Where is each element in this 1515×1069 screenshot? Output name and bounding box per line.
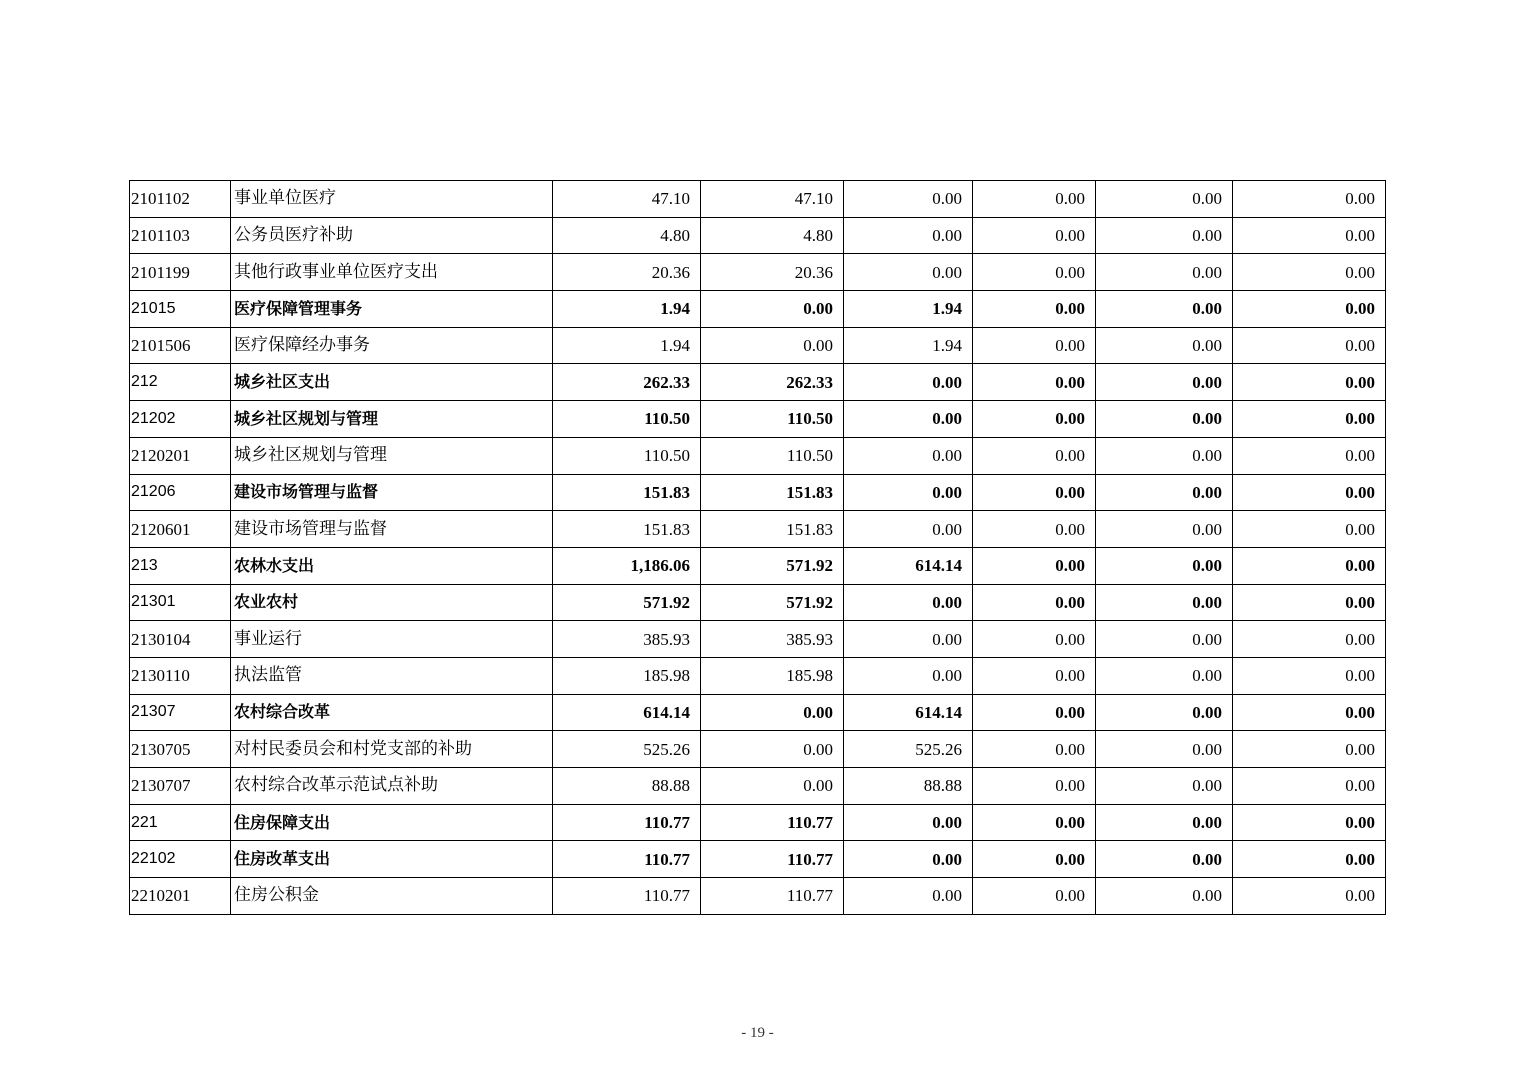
amount-cell: 151.83 [553, 511, 701, 548]
amount-cell: 151.83 [701, 474, 844, 511]
amount-cell: 0.00 [1096, 474, 1233, 511]
amount-cell: 0.00 [973, 694, 1096, 731]
amount-cell: 0.00 [1233, 474, 1386, 511]
subject-name-cell: 建设市场管理与监督 [231, 511, 553, 548]
amount-cell: 0.00 [844, 841, 973, 878]
amount-cell: 0.00 [844, 621, 973, 658]
amount-cell: 0.00 [701, 731, 844, 768]
amount-cell: 0.00 [1233, 217, 1386, 254]
subject-name-cell: 住房保障支出 [231, 804, 553, 841]
amount-cell: 0.00 [973, 621, 1096, 658]
subject-code-cell: 22102 [130, 841, 231, 878]
amount-cell: 0.00 [844, 181, 973, 218]
amount-cell: 0.00 [973, 584, 1096, 621]
amount-cell: 0.00 [973, 474, 1096, 511]
amount-cell: 0.00 [973, 437, 1096, 474]
amount-cell: 525.26 [844, 731, 973, 768]
table-row [130, 511, 1386, 548]
table-body [130, 181, 1386, 915]
amount-cell: 0.00 [1233, 621, 1386, 658]
amount-cell: 0.00 [844, 804, 973, 841]
subject-code-cell: 2101199 [130, 254, 231, 291]
amount-cell: 110.77 [701, 841, 844, 878]
amount-cell: 1.94 [553, 291, 701, 328]
table-row [130, 547, 1386, 584]
subject-code-cell: 213 [130, 547, 231, 584]
subject-name-cell: 其他行政事业单位医疗支出 [231, 254, 553, 291]
table-row [130, 621, 1386, 658]
amount-cell: 0.00 [844, 437, 973, 474]
amount-cell: 110.77 [701, 804, 844, 841]
table-row [130, 768, 1386, 805]
subject-code-cell: 2210201 [130, 878, 231, 915]
amount-cell: 0.00 [1233, 364, 1386, 401]
subject-name-cell: 医疗保障经办事务 [231, 327, 553, 364]
subject-name-cell: 城乡社区规划与管理 [231, 401, 553, 438]
subject-name-cell: 事业运行 [231, 621, 553, 658]
amount-cell: 4.80 [553, 217, 701, 254]
amount-cell: 0.00 [973, 657, 1096, 694]
amount-cell: 0.00 [1233, 657, 1386, 694]
amount-cell: 385.93 [553, 621, 701, 658]
amount-cell: 571.92 [701, 547, 844, 584]
amount-cell: 0.00 [1096, 841, 1233, 878]
amount-cell: 0.00 [844, 364, 973, 401]
amount-cell: 0.00 [701, 291, 844, 328]
subject-code-cell: 2101506 [130, 327, 231, 364]
amount-cell: 0.00 [844, 657, 973, 694]
amount-cell: 0.00 [1096, 401, 1233, 438]
amount-cell: 0.00 [1096, 291, 1233, 328]
amount-cell: 0.00 [1233, 401, 1386, 438]
amount-cell: 0.00 [701, 327, 844, 364]
subject-code-cell: 2101103 [130, 217, 231, 254]
amount-cell: 0.00 [1233, 768, 1386, 805]
amount-cell: 110.77 [553, 841, 701, 878]
subject-name-cell: 农村综合改革 [231, 694, 553, 731]
amount-cell: 88.88 [553, 768, 701, 805]
amount-cell: 110.77 [553, 878, 701, 915]
amount-cell: 0.00 [1096, 181, 1233, 218]
table-row [130, 181, 1386, 218]
amount-cell: 0.00 [1233, 878, 1386, 915]
amount-cell: 110.77 [553, 804, 701, 841]
amount-cell: 0.00 [1096, 364, 1233, 401]
amount-cell: 0.00 [844, 474, 973, 511]
subject-code-cell: 21202 [130, 401, 231, 438]
amount-cell: 151.83 [701, 511, 844, 548]
amount-cell: 185.98 [701, 657, 844, 694]
subject-name-cell: 住房改革支出 [231, 841, 553, 878]
amount-cell: 0.00 [1096, 768, 1233, 805]
amount-cell: 0.00 [844, 878, 973, 915]
amount-cell: 614.14 [553, 694, 701, 731]
subject-name-cell: 农业农村 [231, 584, 553, 621]
amount-cell: 1.94 [844, 327, 973, 364]
amount-cell: 262.33 [553, 364, 701, 401]
table-row [130, 657, 1386, 694]
subject-name-cell: 建设市场管理与监督 [231, 474, 553, 511]
amount-cell: 0.00 [1096, 327, 1233, 364]
amount-cell: 0.00 [1096, 878, 1233, 915]
amount-cell: 0.00 [1233, 694, 1386, 731]
amount-cell: 1.94 [553, 327, 701, 364]
subject-code-cell: 212 [130, 364, 231, 401]
amount-cell: 0.00 [1096, 731, 1233, 768]
amount-cell: 0.00 [973, 327, 1096, 364]
amount-cell: 1.94 [844, 291, 973, 328]
table-row [130, 254, 1386, 291]
amount-cell: 88.88 [844, 768, 973, 805]
amount-cell: 0.00 [1096, 621, 1233, 658]
subject-code-cell: 2130110 [130, 657, 231, 694]
amount-cell: 0.00 [973, 217, 1096, 254]
subject-code-cell: 21301 [130, 584, 231, 621]
amount-cell: 0.00 [1233, 841, 1386, 878]
amount-cell: 614.14 [844, 694, 973, 731]
amount-cell: 385.93 [701, 621, 844, 658]
amount-cell: 0.00 [973, 547, 1096, 584]
table-row [130, 217, 1386, 254]
subject-name-cell: 公务员医疗补助 [231, 217, 553, 254]
table-row [130, 878, 1386, 915]
amount-cell: 0.00 [1096, 437, 1233, 474]
amount-cell: 0.00 [1233, 731, 1386, 768]
amount-cell: 0.00 [973, 511, 1096, 548]
subject-code-cell: 2130705 [130, 731, 231, 768]
amount-cell: 0.00 [1096, 694, 1233, 731]
amount-cell: 0.00 [844, 254, 973, 291]
amount-cell: 151.83 [553, 474, 701, 511]
subject-code-cell: 2120201 [130, 437, 231, 474]
amount-cell: 110.50 [701, 437, 844, 474]
table-row [130, 474, 1386, 511]
amount-cell: 0.00 [701, 694, 844, 731]
amount-cell: 0.00 [844, 511, 973, 548]
amount-cell: 0.00 [973, 841, 1096, 878]
amount-cell: 0.00 [1096, 804, 1233, 841]
amount-cell: 0.00 [844, 584, 973, 621]
amount-cell: 0.00 [844, 217, 973, 254]
table-row [130, 731, 1386, 768]
table-row [130, 841, 1386, 878]
amount-cell: 4.80 [701, 217, 844, 254]
amount-cell: 0.00 [844, 401, 973, 438]
subject-code-cell: 2120601 [130, 511, 231, 548]
amount-cell: 0.00 [973, 401, 1096, 438]
table-row [130, 694, 1386, 731]
table-row [130, 804, 1386, 841]
amount-cell: 0.00 [1096, 511, 1233, 548]
amount-cell: 110.50 [553, 437, 701, 474]
amount-cell: 0.00 [1233, 291, 1386, 328]
amount-cell: 0.00 [1233, 254, 1386, 291]
amount-cell: 0.00 [1233, 804, 1386, 841]
subject-code-cell: 2130707 [130, 768, 231, 805]
amount-cell: 614.14 [844, 547, 973, 584]
amount-cell: 525.26 [553, 731, 701, 768]
subject-name-cell: 事业单位医疗 [231, 181, 553, 218]
subject-name-cell: 城乡社区规划与管理 [231, 437, 553, 474]
amount-cell: 0.00 [973, 731, 1096, 768]
amount-cell: 0.00 [973, 804, 1096, 841]
subject-name-cell: 住房公积金 [231, 878, 553, 915]
amount-cell: 47.10 [701, 181, 844, 218]
subject-code-cell: 2130104 [130, 621, 231, 658]
subject-name-cell: 医疗保障管理事务 [231, 291, 553, 328]
subject-code-cell: 21307 [130, 694, 231, 731]
amount-cell: 0.00 [1233, 584, 1386, 621]
table-row [130, 364, 1386, 401]
amount-cell: 0.00 [1233, 327, 1386, 364]
amount-cell: 0.00 [1096, 584, 1233, 621]
amount-cell: 0.00 [1233, 547, 1386, 584]
amount-cell: 0.00 [1233, 181, 1386, 218]
table-row [130, 327, 1386, 364]
amount-cell: 0.00 [1096, 217, 1233, 254]
amount-cell: 262.33 [701, 364, 844, 401]
subject-code-cell: 21206 [130, 474, 231, 511]
subject-name-cell: 农村综合改革示范试点补助 [231, 768, 553, 805]
subject-code-cell: 221 [130, 804, 231, 841]
amount-cell: 0.00 [1233, 511, 1386, 548]
subject-code-cell: 21015 [130, 291, 231, 328]
amount-cell: 0.00 [1096, 657, 1233, 694]
subject-code-cell: 2101102 [130, 181, 231, 218]
page-number: - 19 - [741, 1025, 774, 1041]
amount-cell: 0.00 [701, 768, 844, 805]
amount-cell: 0.00 [1096, 547, 1233, 584]
amount-cell: 185.98 [553, 657, 701, 694]
amount-cell: 20.36 [701, 254, 844, 291]
amount-cell: 0.00 [973, 181, 1096, 218]
amount-cell: 0.00 [973, 291, 1096, 328]
subject-name-cell: 城乡社区支出 [231, 364, 553, 401]
amount-cell: 0.00 [973, 878, 1096, 915]
amount-cell: 110.50 [553, 401, 701, 438]
subject-name-cell: 对村民委员会和村党支部的补助 [231, 731, 553, 768]
amount-cell: 47.10 [553, 181, 701, 218]
amount-cell: 0.00 [973, 768, 1096, 805]
amount-cell: 110.50 [701, 401, 844, 438]
amount-cell: 1,186.06 [553, 547, 701, 584]
subject-name-cell: 农林水支出 [231, 547, 553, 584]
table-row [130, 437, 1386, 474]
budget-table [129, 180, 1386, 915]
amount-cell: 0.00 [973, 364, 1096, 401]
amount-cell: 20.36 [553, 254, 701, 291]
amount-cell: 0.00 [1096, 254, 1233, 291]
amount-cell: 0.00 [973, 254, 1096, 291]
amount-cell: 571.92 [553, 584, 701, 621]
amount-cell: 110.77 [701, 878, 844, 915]
amount-cell: 571.92 [701, 584, 844, 621]
amount-cell: 0.00 [1233, 437, 1386, 474]
table-row [130, 584, 1386, 621]
table-row [130, 401, 1386, 438]
table-row [130, 291, 1386, 328]
subject-name-cell: 执法监管 [231, 657, 553, 694]
